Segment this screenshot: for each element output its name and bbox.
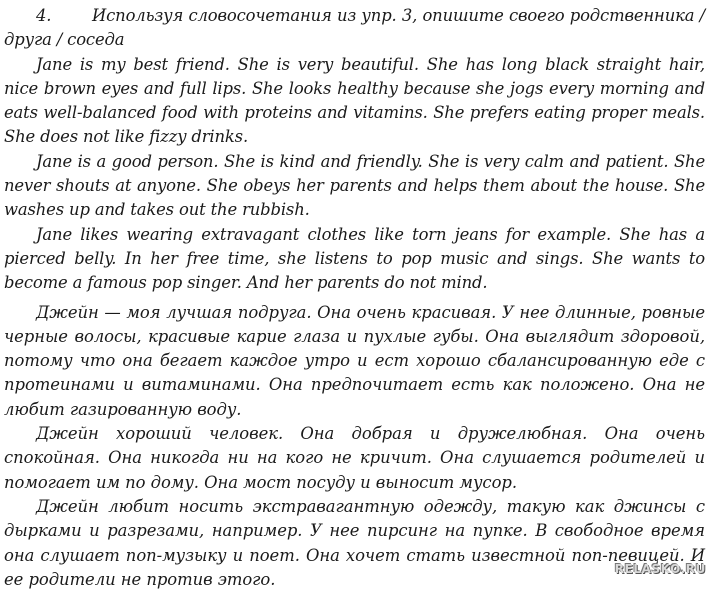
site-watermark: RELASKO.RU	[614, 562, 706, 576]
exercise-heading	[4, 4, 705, 53]
english-paragraph-3: Jane likes wearing extravagant clothes like torn jeans for example. She has a pierced belly. In her free time, she listens to pop music and sings. She wants to become a famous pop singer. And her parents do not mind.	[4, 224, 705, 293]
russian-translation	[4, 301, 705, 592]
english-paragraph-1: Jane is my best friend. She is very beautiful. She has long black straight hair, nice brown eyes and full lips. She looks healthy because she jogs every morning and eats well-balanced food with proteins and vitamins. She prefers eating proper meals. She does not like fizzy drinks.	[4, 54, 705, 147]
russian-paragraph-2: Джейн хороший человек. Она добрая и дружелюбная. Она очень спокойная. Она никогда ни на кого не кричит. Она слушается родителей и помогает им по дому. Она мост посуду и выносит мусор.	[4, 424, 705, 492]
exercise-number: 4.	[36, 6, 52, 25]
english-paragraph-2: Jane is a good person. She is kind and friendly. She is very calm and patient. She never shouts at anyone. She obeys her parents and helps them about the house. She washes up and takes out the rubbish.	[4, 151, 705, 220]
english-text	[4, 53, 705, 296]
russian-paragraph-3: Джейн любит носить экстравагантную одежду, такую как джинсы с дырками и разрезами, например. У нее пирсинг на пупке. В свободное время она слушает поп-музыку и поет. Она хочет стать известной поп-певицей. И ее родители не против этого.	[4, 496, 705, 589]
exercise-instruction: Используя словосочетания из упр. 3, опишите своего родственника / друга / соседа	[4, 6, 705, 50]
russian-paragraph-1: Джейн — моя лучшая подруга. Она очень красивая. У нее длинные, ровные черные волосы, красивые карие глаза и пухлые губы. Она выглядит здоровой, потому что она бегает каждое утро и ест хорошо сбалансированную еде с протеинами и витаминами. Она предпочитает есть как положено. Она не любит газированную воду.	[4, 302, 705, 419]
